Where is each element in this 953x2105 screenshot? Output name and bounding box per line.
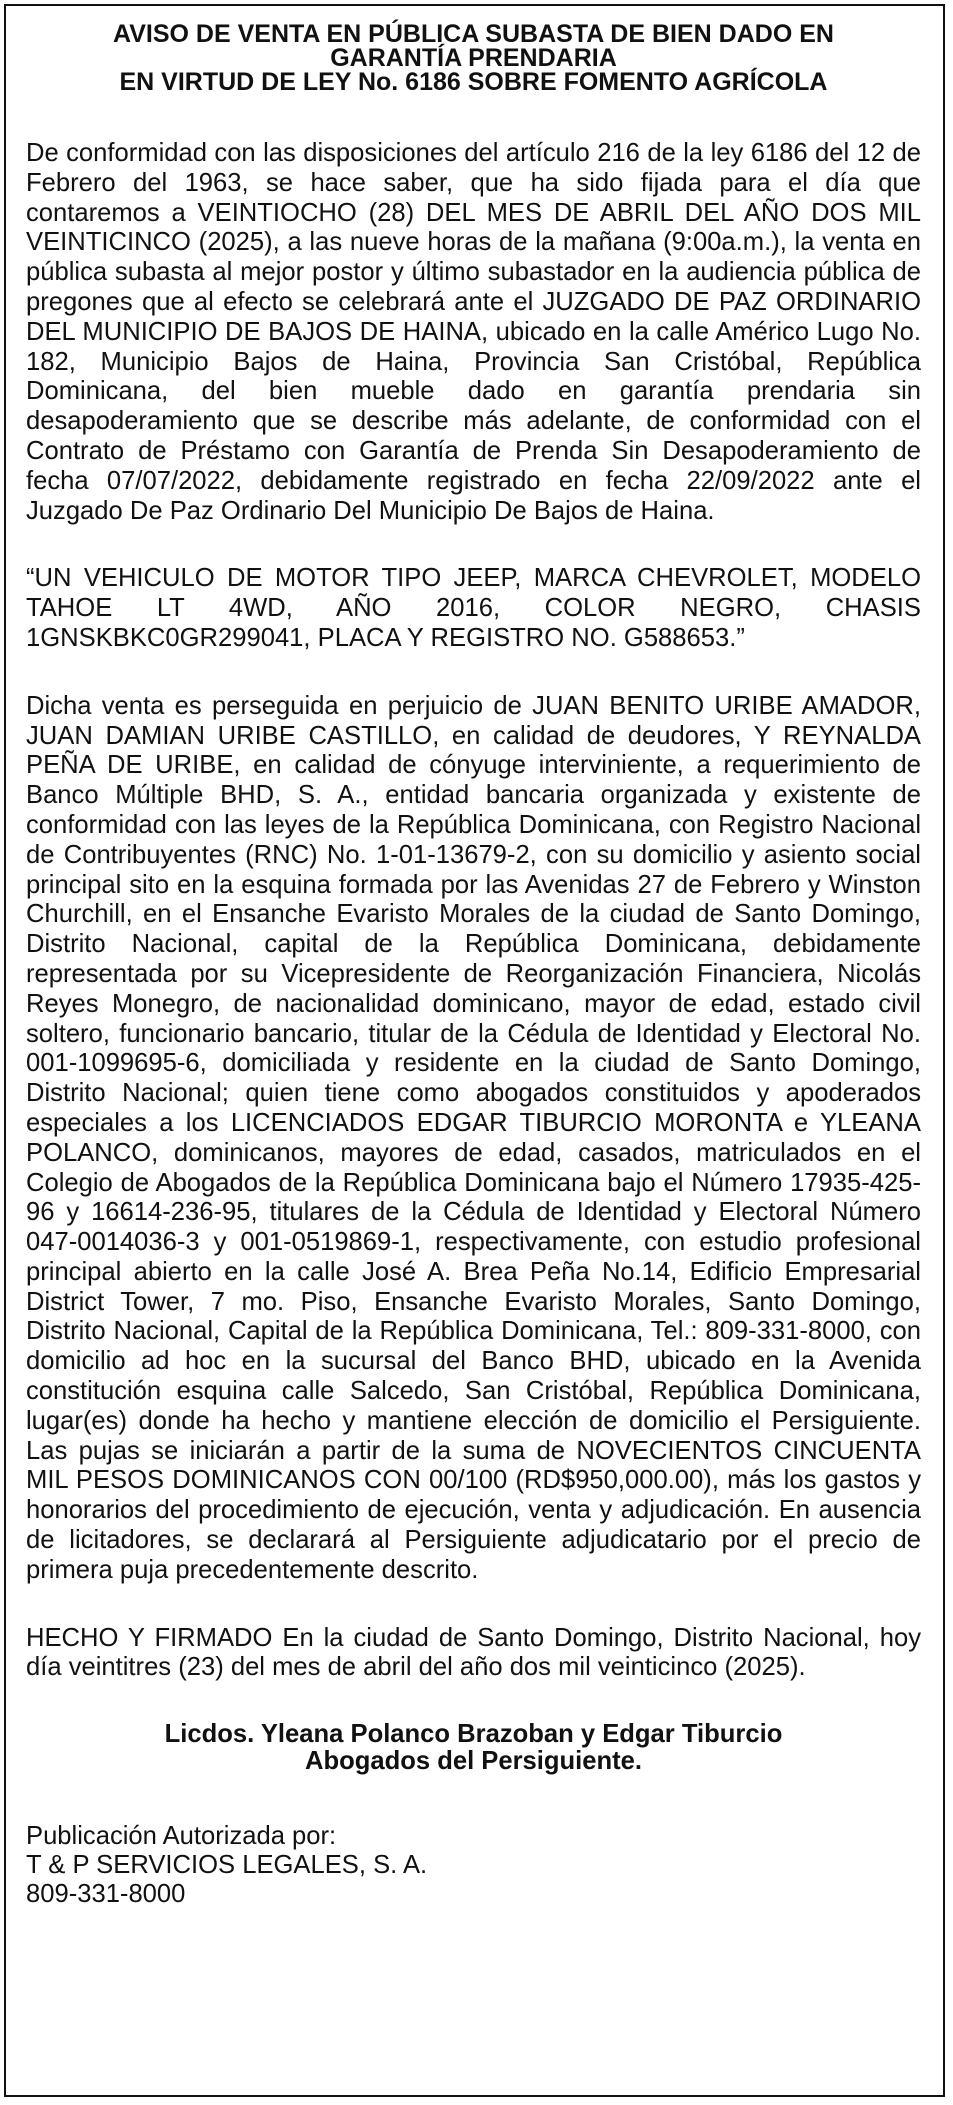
lawyers-signature	[26, 1721, 921, 1775]
legal-notice	[26, 22, 921, 1909]
title-line-3: EN VIRTUD DE LEY No. 6186 SOBRE FOMENTO AGRÍCOLA	[119, 68, 828, 96]
publication-phone: 809-331-8000	[26, 1880, 186, 1909]
auction-details-paragraph: De conformidad con las disposiciones del artículo 216 de la ley 6186 del 12 de Febrero del 1963, se hace saber, que ha sido fijada para el día que contaremos a VEINTIOCHO (28) DEL MES DE ABRIL DEL AÑO DOS MIL VEINTICINCO (2025), a las nueve horas de la mañana (9:00a.m.), la venta en pública subasta al mejor postor y último subastador en la audiencia pública de pregones que al efecto se celebrará ante el JUZGADO DE PAZ ORDINARIO DEL MUNICIPIO DE BAJOS DE HAINA, ubicado en la calle Américo Lugo No. 182, Municipio Bajos de Haina, Provincia San Cristóbal, República Dominicana, del bien mueble dado en garantía prendaria sin desapoderamiento que se describe más adelante, de conformidad con el Contrato de Préstamo con Garantía de Prenda Sin Desapoderamiento de fecha 07/07/2022, debidamente registrado en fecha 22/09/2022 ante el Juzgado De Paz Ordinario Del Municipio De Bajos de Haina.	[26, 139, 921, 525]
title-line-2: GARANTÍA PRENDARIA	[330, 44, 617, 72]
notice-title	[26, 22, 921, 94]
vehicle-description-paragraph: “UN VEHICULO DE MOTOR TIPO JEEP, MARCA CHEVROLET, MODELO TAHOE LT 4WD, AÑO 2016, COLOR NEGRO, CHASIS 1GNSKBKC0GR299041, PLACA Y REGISTRO NO. G588653.”	[26, 564, 921, 652]
publication-label: Publicación Autorizada por:	[26, 1822, 337, 1851]
publication-company: T & P SERVICIOS LEGALES, S. A.	[26, 1851, 428, 1880]
title-line-1: AVISO DE VENTA EN PÚBLICA SUBASTA DE BIEN DADO EN	[113, 20, 834, 48]
parties-paragraph: Dicha venta es perseguida en perjuicio de JUAN BENITO URIBE AMADOR, JUAN DAMIAN URIBE CASTILLO, en calidad de deudores, Y REYNALDA PEÑA DE URIBE, en calidad de cónyuge interviniente, a requerimiento de Banco Múltiple BHD, S. A., entidad bancaria organizada y existente de conformidad con las leyes de la República Dominicana, con Registro Nacional de Contribuyentes (RNC) No. 1-01-13679-2, con su domicilio y asiento social principal sito en la esquina formada por las Avenidas 27 de Febrero y Winston Churchill, en el Ensanche Evaristo Morales de la ciudad de Santo Domingo, Distrito Nacional, capital de la República Dominicana, debidamente representada por su Vicepresidente de Reorganización Financiera, Nicolás Reyes Monegro, de nacionalidad dominicano, mayor de edad, estado civil soltero, funcionario bancario, titular de la Cédula de Identidad y Electoral No. 001-1099695-6, domiciliada y residente en la ciudad de Santo Domingo, Distrito Nacional; quien tiene como abogados constituidos y apoderados especiales a los LICENCIADOS EDGAR TIBURCIO MORONTA e YLEANA POLANCO, dominicanos, mayores de edad, casados, matriculados en el Colegio de Abogados de la República Dominicana bajo el Número 17935-425-96 y 16614-236-95, titulares de la Cédula de Identidad y Electoral Número 047-0014036-3 y 001-0519869-1, respectivamente, con estudio profesional principal abierto en la calle José A. Brea Peña No.14, Edificio Empresarial District Tower, 7 mo. Piso, Ensanche Evaristo Morales, Santo Domingo, Distrito Nacional, Capital de la República Dominicana, Tel.: 809-331-8000, con domicilio ad hoc en la sucursal del Banco BHD, ubicado en la Avenida constitución esquina calle Salcedo, San Cristóbal, República Dominicana, lugar(es) donde ha hecho y mantiene elección de domicilio el Persiguiente. Las pujas se iniciarán a partir de la suma de NOVECIENTOS CINCUENTA MIL PESOS DOMINICANOS CON 00/100 (RD$950,000.00), más los gastos y honorarios del procedimiento de ejecución, venta y adjudicación. En ausencia de licitadores, se declarará al Persiguiente adjudicatario por el precio de primera puja precedentemente descrito.	[26, 691, 921, 1584]
publication-authorization	[26, 1822, 921, 1909]
signing-statement-paragraph: HECHO Y FIRMADO En la ciudad de Santo Domingo, Distrito Nacional, hoy día veintitres (23) del mes de abril del año dos mil veinticinco (2025).	[26, 1623, 921, 1682]
signature-names: Licdos. Yleana Polanco Brazoban y Edgar Tiburcio	[164, 1720, 783, 1749]
signature-role: Abogados del Persiguiente.	[304, 1747, 643, 1776]
